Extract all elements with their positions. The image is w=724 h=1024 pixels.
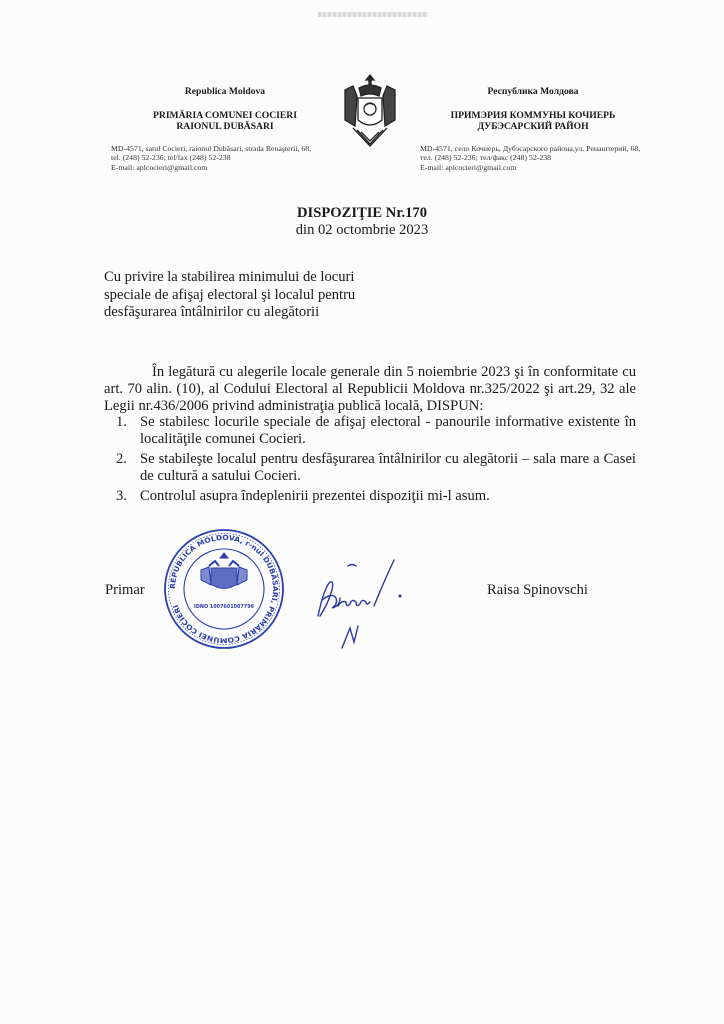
header-right bbox=[403, 86, 663, 132]
subject-line: desfăşurarea întâlnirilor cu alegătorii bbox=[104, 304, 320, 320]
subject-line: Cu privire la stabilirea minimului de locuri bbox=[104, 269, 355, 285]
email-line: E-mail: aplcocieri@gmail.com bbox=[420, 162, 517, 172]
list-item bbox=[104, 451, 636, 485]
preamble-paragraph: În legătură cu alegerile locale generale din 5 noiembrie 2023 şi în conformitate cu art. 70 alin. (10), al Codului Electoral al Republicii Moldova nr.325/2022 şi art.29, 32 ale Legii nr.436/2006 privind administraţia publică locală, DISPUN: bbox=[104, 364, 636, 414]
item-text: Se stabilesc locurile speciale de afişaj electoral - panourile informative existente în localităţile comunei Cocieri. bbox=[140, 414, 636, 448]
signer-role: Primar bbox=[105, 582, 145, 598]
address-ru bbox=[420, 144, 640, 172]
official-stamp-icon bbox=[163, 528, 285, 650]
country-name-ru: Республика Молдова bbox=[487, 86, 579, 97]
item-number: 2. bbox=[116, 450, 127, 467]
document-title: DISPOZIŢIE Nr.170 bbox=[296, 205, 428, 221]
email-line: E-mail: aplcocieri@gmail.com bbox=[111, 162, 208, 172]
document-title-block bbox=[0, 205, 724, 239]
district-name-ru: ДУБЭСАРСКИЙ РАЙОН bbox=[477, 121, 589, 132]
address-line: MD-4571, satul Cocieri, raionul Dubăsari, strada Renaşterii, 68, bbox=[111, 144, 312, 153]
signer-name: Raisa Spinovschi bbox=[487, 582, 588, 598]
country-name-ro: Republica Moldova bbox=[184, 86, 266, 97]
item-number: 3. bbox=[116, 487, 127, 504]
document-subject bbox=[104, 269, 444, 322]
list-item bbox=[104, 414, 636, 448]
document-date: din 02 octombrie 2023 bbox=[295, 222, 429, 238]
institution-name-ro: PRIMĂRIA COMUNEI COCIERI bbox=[153, 110, 297, 121]
list-item bbox=[104, 488, 636, 505]
district-name-ro: RAIONUL DUBĂSARI bbox=[176, 121, 274, 132]
item-text: Se stabileşte localul pentru desfăşurarea întâlnirilor cu alegătorii – sala mare a Casei de cultură a satului Cocieri. bbox=[140, 450, 636, 484]
header-left bbox=[95, 86, 355, 132]
phone-line: тел. (248) 52-236; тел/факс (248) 52-238 bbox=[420, 153, 552, 163]
item-number: 1. bbox=[116, 414, 127, 431]
stamp-text: REPUBLICA MOLDOVA, r-nul DUBĂSARI, PRIMĂRIA COMUNEI COCIERI bbox=[168, 533, 280, 645]
document-body bbox=[104, 364, 636, 507]
handwritten-signature bbox=[312, 556, 422, 651]
phone-line: tel. (248) 52-236; tel/fax (248) 52-238 bbox=[111, 153, 231, 163]
institution-name-ru: ПРИМЭРИЯ КОММУНЫ КОЧИЕРЬ bbox=[450, 110, 616, 121]
moldova-coat-of-arms-icon bbox=[339, 72, 401, 150]
address-ro bbox=[111, 144, 311, 172]
stamp-code: IDNO 1007601007796 bbox=[194, 604, 255, 610]
address-line: MD-4571, село Кочиерь, Дубэсарского района,ул. Ренаштерий, 68, bbox=[420, 144, 641, 153]
scan-artifact bbox=[318, 12, 428, 17]
dispositions-list bbox=[104, 414, 636, 504]
subject-line: speciale de afişaj electoral şi localul pentru bbox=[104, 286, 356, 303]
item-text: Controlul asupra îndeplenirii prezentei dispoziţii mi-l asum. bbox=[140, 487, 490, 504]
